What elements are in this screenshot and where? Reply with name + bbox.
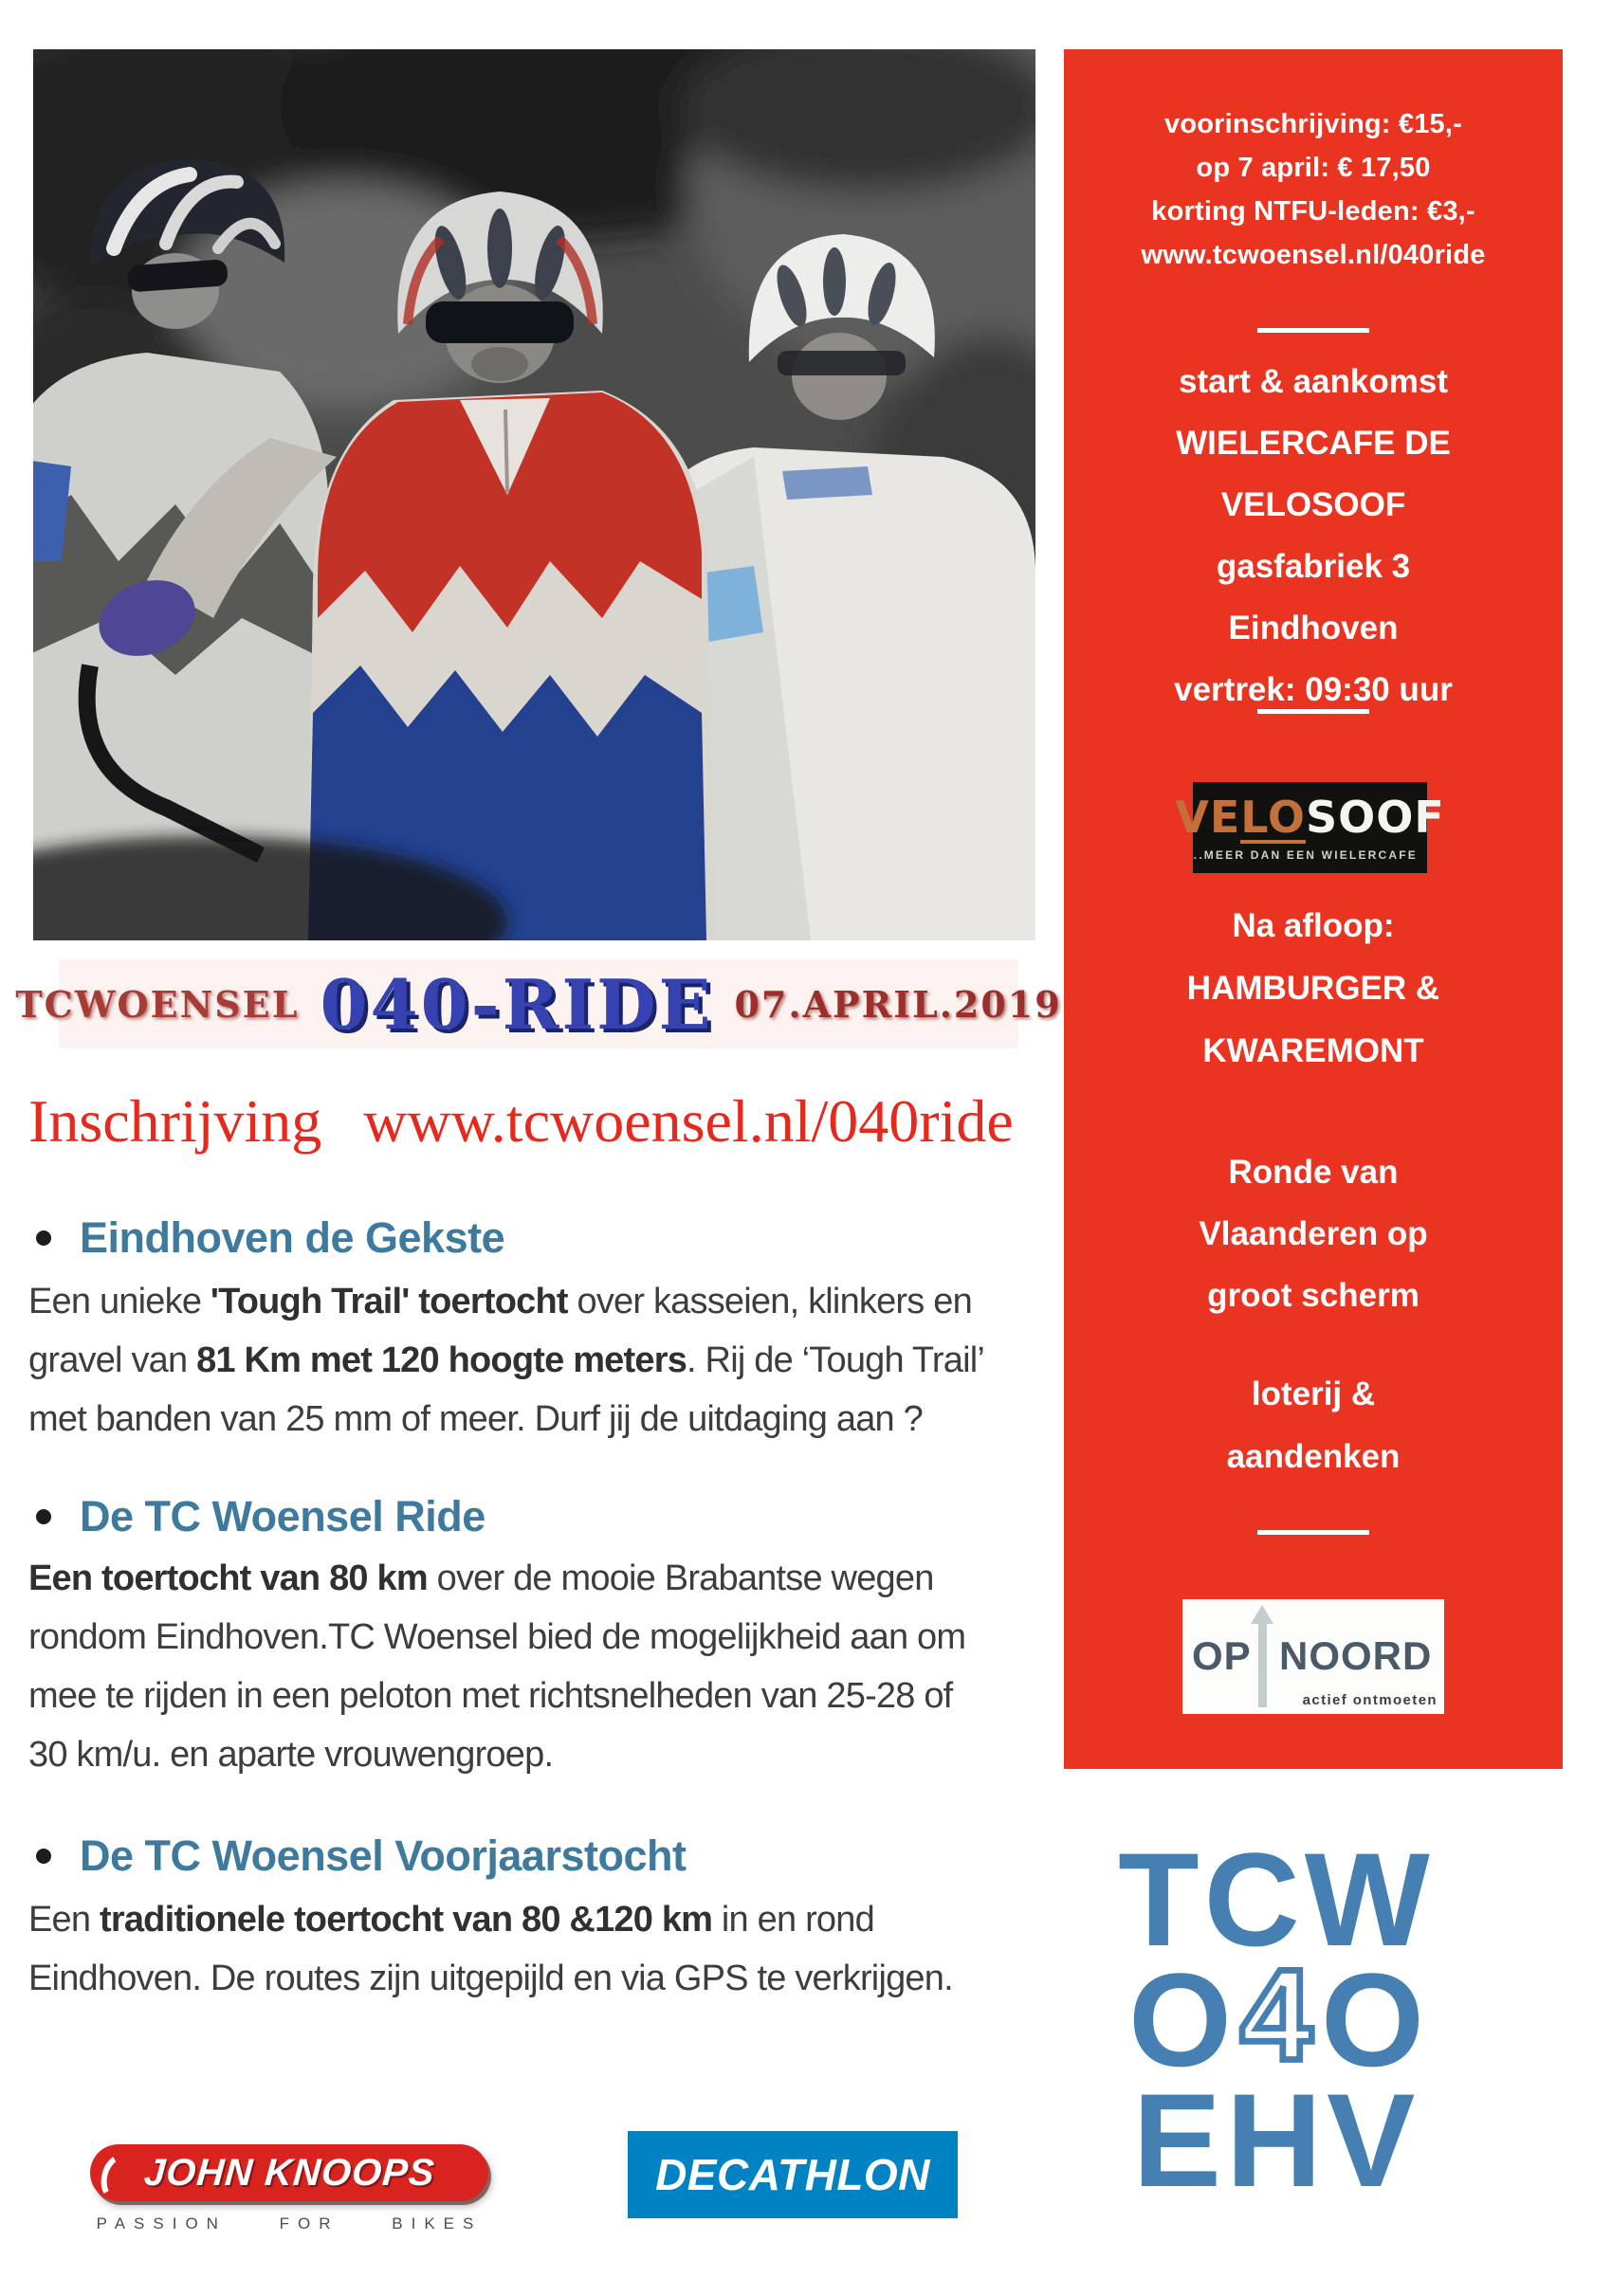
big-screen-line: groot scherm [1207,1277,1420,1314]
registration-label: Inschrijving [28,1087,322,1155]
tcw-row-2 [1090,1945,1462,2094]
section-heading-text: De TC Woensel Voorjaarstocht [80,1831,687,1880]
body-run: Een unieke [28,1282,211,1321]
tcw-row2-o-left: O [1128,1945,1232,2094]
velosoof-tagline: ..MEER DAN EEN WIELERCAFE [1193,847,1418,862]
location-line: Eindhoven [1228,610,1399,647]
big-screen-line: Ronde van [1228,1154,1399,1191]
opnoord-op: OP [1192,1633,1252,1678]
section-heading-text: De TC Woensel Ride [80,1492,485,1540]
body-run-bold: traditionele toertocht van 80 &120 km [99,1900,713,1940]
big-screen-line: Vlaanderen op [1199,1215,1428,1252]
registration-url: www.tcwoensel.nl/040ride [363,1087,1014,1155]
after-ride-line: Na afloop: [1232,907,1395,944]
location-block [1064,351,1563,720]
raffle-block [1064,1363,1563,1488]
decathlon-name: DECATHLON [655,2150,930,2199]
event-name: 040-RIDE [320,963,714,1045]
after-ride-block [1064,895,1563,1083]
pricing-block [1064,102,1563,277]
body-run-bold: Een toertocht van 80 km [28,1558,428,1598]
cyclists-photo [33,49,1035,940]
title-banner [15,959,1062,1048]
event-date: 07.APRIL.2019 [734,982,1062,1026]
decathlon-logo [628,2131,958,2218]
big-screen-block [1064,1141,1563,1326]
info-sidebar [1064,49,1563,1769]
bullet-icon [36,1230,51,1246]
opnoord-logo [1182,1599,1444,1714]
section-body-eindhoven-de-gekste [28,1272,996,1449]
tcw-row2-o-right: O [1321,1945,1424,2094]
body-run-bold: 81 Km met 120 hoogte meters [196,1340,687,1380]
tcw-row-1: TCW [1118,1825,1435,1974]
opnoord-noord: NOORD [1279,1633,1433,1678]
bullet-icon [36,1849,51,1864]
pricing-line: korting NTFU-leden: €3,- [1151,196,1475,227]
svg-text:4: 4 [1239,1959,1313,2080]
john-knoops-name: JOHN KNOOPS [142,2151,436,2194]
divider [1257,709,1369,714]
location-line: VELOSOOF [1220,486,1406,523]
body-run: Een [28,1900,100,1940]
section-body-tc-woensel-ride [28,1549,996,1784]
swoosh-icon [96,2149,147,2209]
location-line: gasfabriek 3 [1216,548,1411,585]
pricing-url: www.tcwoensel.nl/040ride [1141,240,1486,270]
tcw-row-3: EHV [1132,2066,1420,2214]
velosoof-lo: LO [1240,791,1307,843]
section-heading-text: Eindhoven de Gekste [80,1213,505,1262]
opnoord-tagline: actief ontmoeten [1302,1692,1438,1708]
tcw-040-ehv-logo [1090,1825,1462,2214]
section-heading-tc-woensel-ride [28,1492,485,1541]
location-line: start & aankomst [1179,363,1448,400]
john-knoops-pill [90,2144,488,2201]
after-ride-line: HAMBURGER & [1186,970,1440,1007]
velosoof-ve: VE [1175,791,1241,843]
john-knoops-logo [90,2144,488,2233]
after-ride-line: KWAREMONT [1202,1032,1424,1069]
registration-line [28,1086,1014,1157]
bullet-icon [36,1509,51,1524]
body-run: in en rond Eindhoven. De routes zijn uitgepijld en via GPS te verkrijgen. [28,1900,953,1998]
club-name: TCWOENSEL [15,982,300,1026]
departure-time: vertrek: 09:30 uur [1174,671,1453,708]
up-arrow-icon [1258,1622,1267,1707]
raffle-line: loterij & [1251,1376,1376,1412]
pricing-line: voorinschrijving: €15,- [1163,109,1462,139]
section-body-voorjaarstocht [28,1890,996,2008]
body-run-bold: 'Tough Trail' toertocht [210,1282,568,1321]
body-run: over kasseien, klinkers en gravel van [28,1282,972,1380]
john-knoops-tagline: PASSION FOR BIKES [96,2214,483,2232]
velosoof-wordmark [1175,791,1445,844]
body-run: . Rij de ‘Tough Trail’ met banden van 25 mm of meer. Durf jij de uitdaging aan ? [28,1340,983,1439]
raffle-line: aandenken [1226,1438,1401,1475]
divider [1257,328,1369,333]
divider [1257,1530,1369,1535]
velosoof-soof: SOOF [1306,791,1445,843]
section-heading-eindhoven-de-gekste [28,1213,504,1263]
location-line: WIELERCAFE DE [1176,425,1451,462]
tcw-outlined-4 [1220,1959,1332,2080]
section-heading-voorjaarstocht [28,1831,686,1881]
pricing-line: op 7 april: € 17,50 [1196,153,1431,183]
velosoof-logo [1175,782,1445,873]
body-run: over de mooie Brabantse wegen rondom Eindhoven.TC Woensel bied de mogelijkheid aan om mee te rijden in een peloton met richtsnelheden van 25-28 of 30 km/u. en aparte vrouwengroep. [28,1558,966,1775]
